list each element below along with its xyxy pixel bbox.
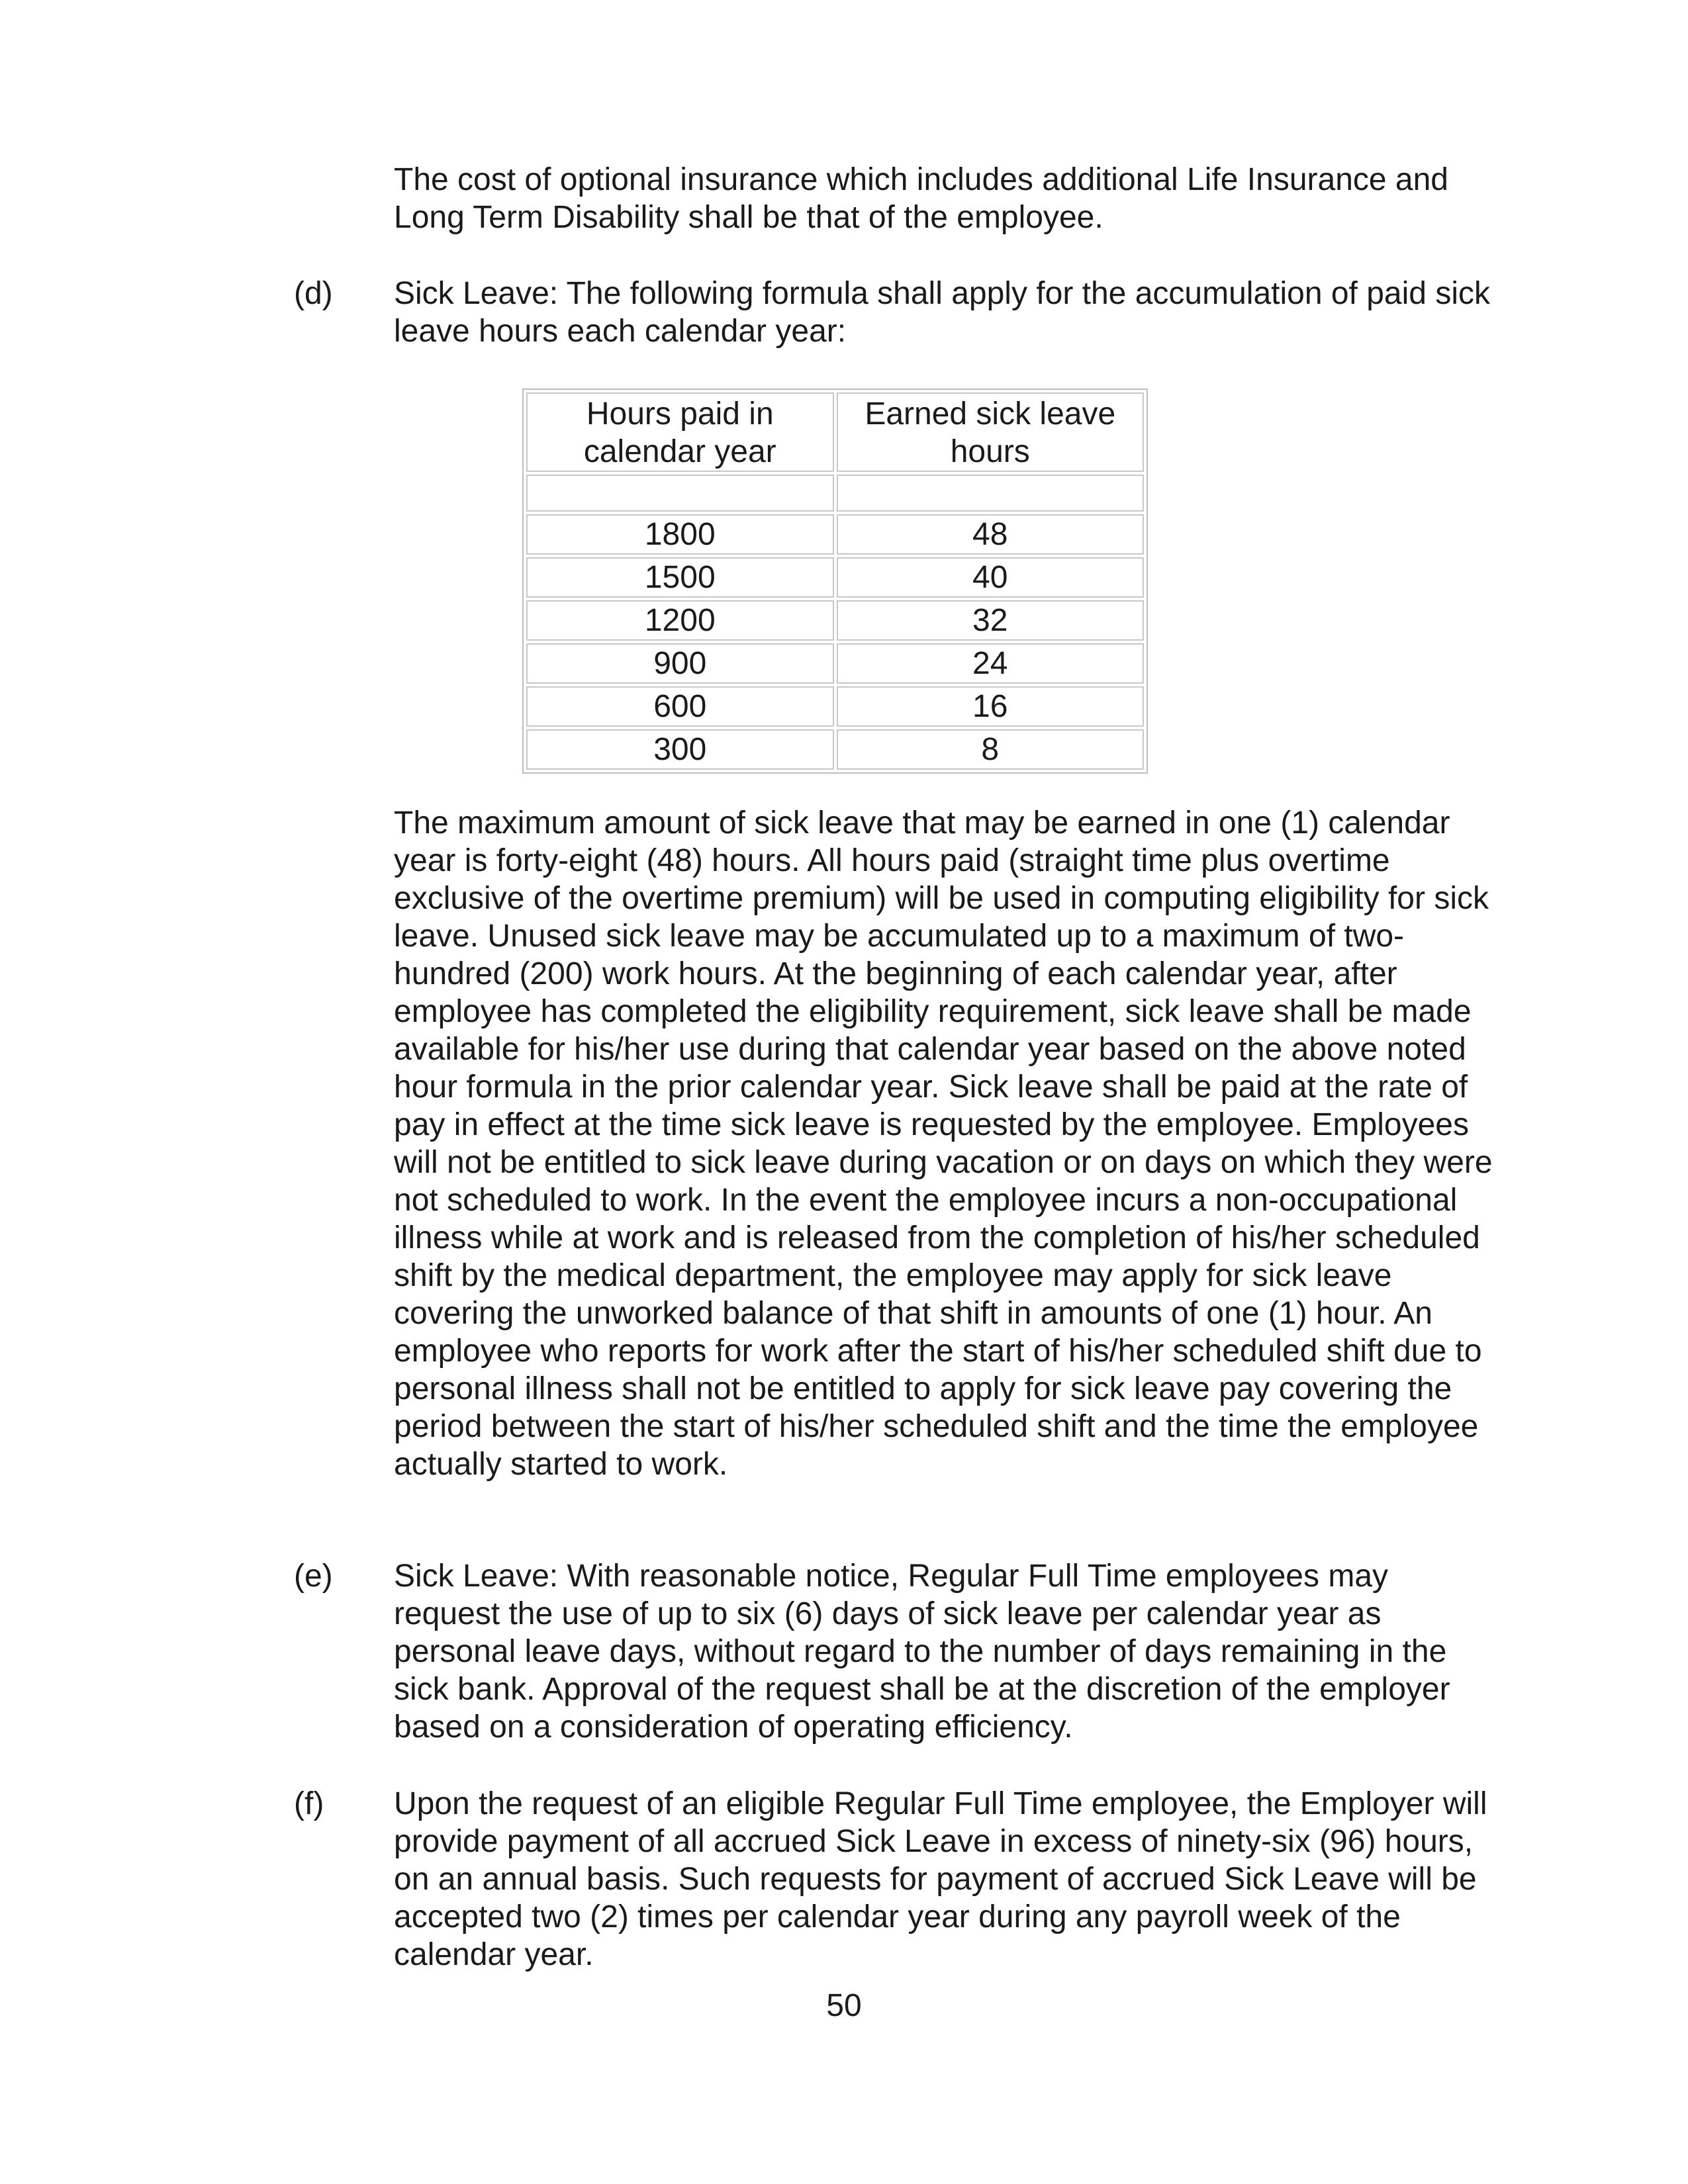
table-row xyxy=(526,643,1144,684)
table-cell-hours: 1800 xyxy=(526,514,834,555)
table-row-blank xyxy=(526,475,1144,512)
table-header-earned-sick-leave: Earned sick leave hours xyxy=(837,392,1145,472)
table-cell-hours: 1500 xyxy=(526,557,834,598)
table-cell-hours: 1200 xyxy=(526,600,834,641)
intro-paragraph: The cost of optional insurance which includes additional Life Insurance and Long Term Disability shall be that of the employee. xyxy=(394,162,1448,235)
section-f-label: (f) xyxy=(294,1786,324,1821)
page-number: 50 xyxy=(826,1988,862,2023)
table-row xyxy=(526,514,1144,555)
table-cell-earned: 32 xyxy=(837,600,1145,641)
table-header-row xyxy=(526,392,1144,472)
section-d-label: (d) xyxy=(294,276,333,311)
table-cell-earned: 16 xyxy=(837,686,1145,727)
table-cell xyxy=(837,475,1145,512)
section-d-body: The maximum amount of sick leave that may be earned in one (1) calendar year is forty-eight (48) hours. All hours paid (straight time plus overtime exclusive of the overtime premium) will be used in computing eligibility for sick leave. Unused sick leave may be accumulated up to a maximum of two-hundred (200) work hours. At the beginning of each calendar year, after employee has completed the eligibility requirement, sick leave shall be made available for his/her use during that calendar year based on the above noted hour formula in the prior calendar year. Sick leave shall be paid at the rate of pay in effect at the time sick leave is requested by the employee. Employees will not be entitled to sick leave during vacation or on days on which they were not scheduled to work. In the event the employee incurs a non-occupational illness while at work and is released from the completion of his/her scheduled shift by the medical department, the employee may apply for sick leave covering the unworked balance of that shift in amounts of one (1) hour. An employee who reports for work after the start of his/her scheduled shift due to personal illness shall not be entitled to apply for sick leave pay covering the period between the start of his/her scheduled shift and the time the employee actually started to work. xyxy=(394,805,1493,1482)
table-cell-earned: 40 xyxy=(837,557,1145,598)
table-cell-hours: 900 xyxy=(526,643,834,684)
table-row xyxy=(526,600,1144,641)
table-row xyxy=(526,686,1144,727)
table-row xyxy=(526,729,1144,770)
table-cell-hours: 600 xyxy=(526,686,834,727)
table-cell xyxy=(526,475,834,512)
table-row xyxy=(526,557,1144,598)
section-f-text: Upon the request of an eligible Regular Full Time employee, the Employer will provide payment of all accrued Sick Leave in excess of ninety-six (96) hours, on an annual basis. Such requests for payment of accrued Sick Leave will be accepted two (2) times per calendar year during any payroll week of the calendar year. xyxy=(394,1786,1487,1972)
section-d-text: Sick Leave: The following formula shall apply for the accumulation of paid sick leave hours each calendar year: xyxy=(394,276,1490,349)
table-cell-earned: 8 xyxy=(837,729,1145,770)
table-cell-hours: 300 xyxy=(526,729,834,770)
table-cell-earned: 48 xyxy=(837,514,1145,555)
section-e-text: Sick Leave: With reasonable notice, Regular Full Time employees may request the use of up to six (6) days of sick leave per calendar year as personal leave days, without regard to the number of days remaining in the sick bank. Approval of the request shall be at the discretion of the employer based on a consideration of operating efficiency. xyxy=(394,1559,1450,1745)
section-e-label: (e) xyxy=(294,1559,333,1594)
table-header-hours-paid: Hours paid in calendar year xyxy=(526,392,834,472)
sick-leave-table xyxy=(522,388,1148,774)
table-cell-earned: 24 xyxy=(837,643,1145,684)
